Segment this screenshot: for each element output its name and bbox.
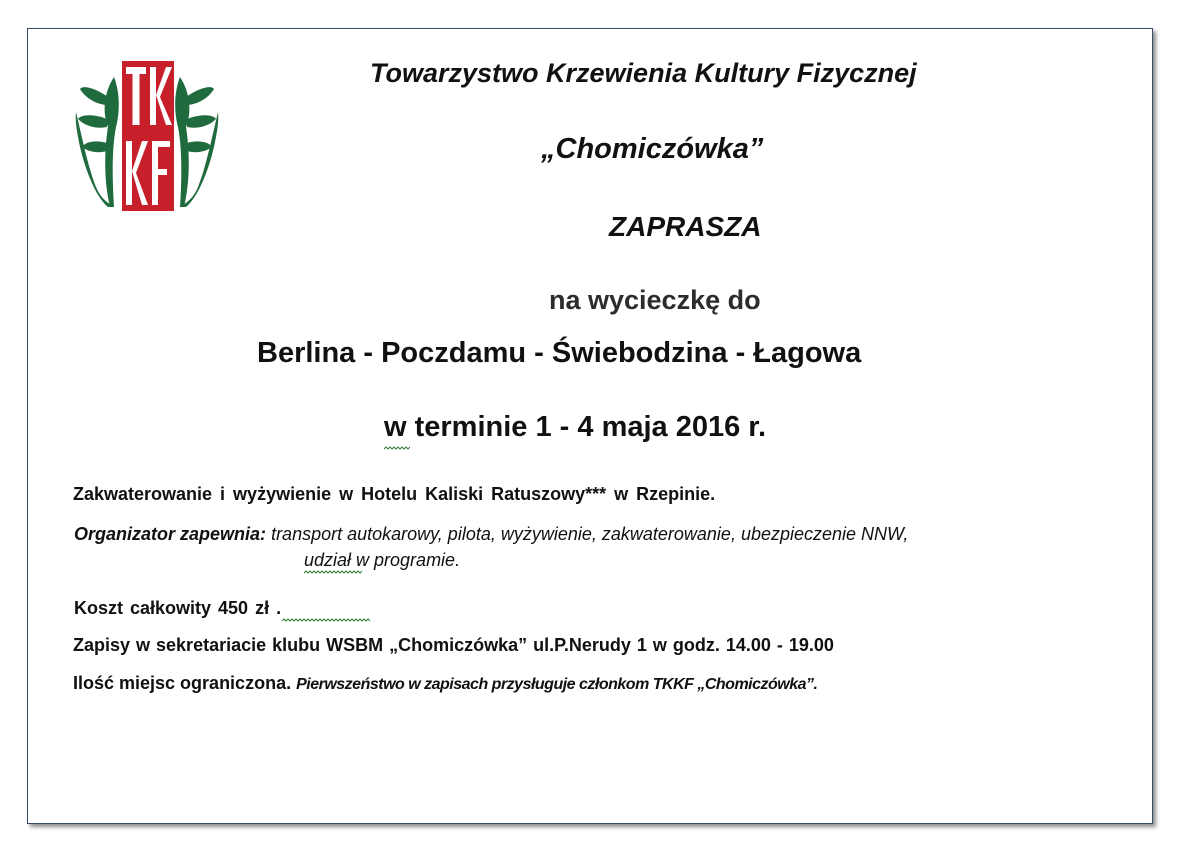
registration-info: Zapisy w sekretariacie klubu WSBM „Chomiczówka” ul.P.Nerudy 1 w godz. 14.00 - 19.00 — [73, 635, 834, 655]
organizer-text: transport autokarowy, pilota, wyżywienie, zakwaterowanie, ubezpieczenie NNW, — [271, 524, 909, 544]
limited-places-info — [73, 673, 817, 694]
organizer-info — [74, 524, 908, 545]
organizer-label: Organizator zapewnia: — [74, 524, 267, 544]
member-priority-note: Pierwszeństwo w zapisach przysługuje członkom TKKF „Chomiczówka”. — [296, 676, 818, 693]
trip-dates: w terminie 1 - 4 maja 2016 r. — [384, 411, 767, 443]
invite-heading: ZAPRASZA — [609, 211, 762, 242]
tkkf-logo — [74, 57, 220, 213]
club-name: „Chomiczówka” — [541, 133, 764, 165]
spellcheck-underline — [384, 446, 410, 450]
accommodation-info: Zakwaterowanie i wyżywienie w Hotelu Kaliski Ratuszowy*** w Rzepinie. — [73, 484, 716, 504]
organizer-info-continued: udział w programie. — [304, 550, 461, 570]
trip-intro: na wycieczkę do — [549, 285, 761, 315]
organization-name: Towarzystwo Krzewienia Kultury Fizycznej — [370, 58, 917, 88]
cost-info: Koszt całkowity 450 zł . — [74, 598, 282, 618]
limited-places-label: Ilość miejsc ograniczona. — [73, 673, 292, 693]
trip-destinations: Berlina - Poczdamu - Świebodzina - Łagowa — [257, 337, 862, 369]
spellcheck-underline — [304, 570, 362, 574]
spellcheck-underline — [282, 618, 370, 622]
